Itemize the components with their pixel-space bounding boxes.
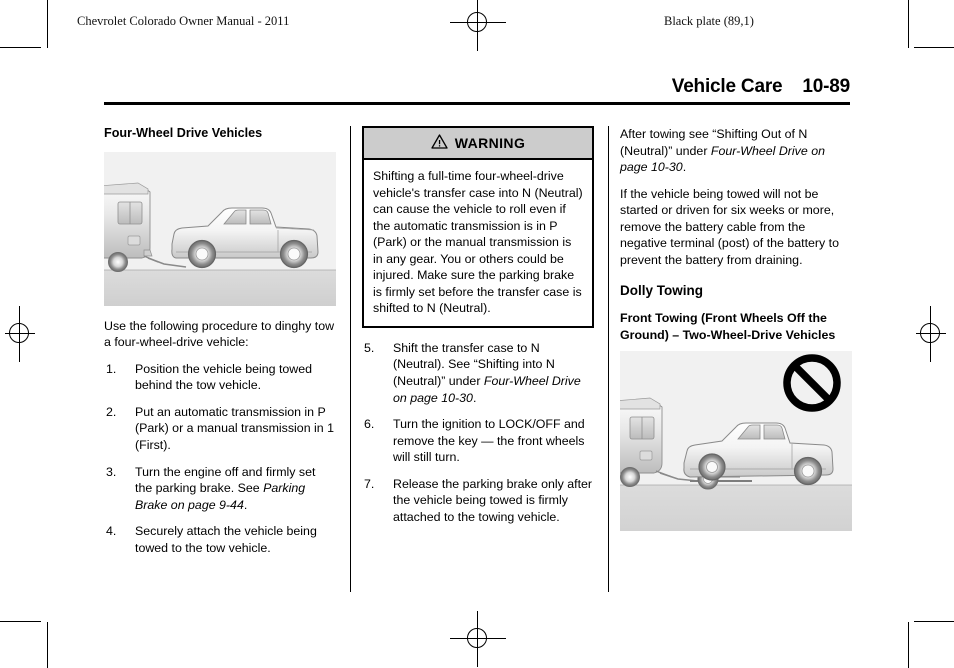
column-right [620,126,852,592]
step-text: Release the parking brake only after the vehicle being towed is firmly attached to the towing vehicle. [393,476,593,524]
paragraph-text-reference: Four-Wheel Drive on page 10-30 [620,143,825,175]
left-intro-paragraph: Use the following procedure to dinghy tow a four-wheel-drive vehicle: [104,318,335,350]
step-text: Position the vehicle being towed behind the tow vehicle. [135,361,313,393]
right-paragraph-battery: If the vehicle being towed will not be started or driven for six weeks or more, remove the battery cable from the negative terminal (post) of the battery to prevent the battery from draining. [620,186,840,267]
page-header-number: 10-89 [802,76,850,97]
crop-mark-bottom-right-vertical [908,622,909,668]
step-number: 7. [364,476,375,491]
page-columns [104,126,852,592]
column-left [104,126,336,592]
step-text-before: Shift the transfer case to N (Neutral). See “Shifting into N (Neutral)” under [393,340,555,389]
step-text-after: . [243,497,248,512]
warning-box-header [364,128,592,160]
dinghy-tow-steps-1-4 [104,361,336,556]
paragraph-text-after: . [682,160,687,175]
step-text: Turn the ignition to LOCK/OFF and remove the key — the front wheels will still turn. [393,417,585,465]
step-number: 6. [364,417,375,432]
step-number: 5. [364,340,375,355]
list-item [104,404,336,454]
page-header [104,76,850,98]
manual-title-text: Chevrolet Colorado Owner Manual - 2011 [77,14,290,28]
column-middle [362,126,594,592]
warning-title: WARNING [454,135,526,151]
motorhome-towing-pickup-illustration [104,152,336,306]
registration-mark-right-center [903,306,954,362]
dinghy-tow-steps-5-7 [362,340,594,525]
step-text-before: Turn the engine off and firmly set the parking brake. See [135,464,316,496]
list-item [362,416,594,466]
warning-triangle-icon [431,134,448,152]
column-divider-1 [350,126,351,592]
black-plate-text: Black plate (89,1) [664,14,754,28]
crop-mark-top-right-vertical [908,0,909,48]
warning-body-text: Shifting a full-time four-wheel-drive vehicle's transfer case into N (Neutral) can cause the vehicle to roll even if the automatic transmission is in P (Park) or the manual transmission is in any gear. You or others could be injured. Make sure the parking brake is firmly set before the transfer case is shifted to N (Neutral). [373,169,583,316]
header-rule [104,102,850,105]
list-item [362,340,594,406]
registration-mark-bottom-center [450,611,506,667]
list-item [104,361,336,394]
step-text-reference: Four-Wheel Drive on page 10-30 [393,374,581,405]
page-header-section: Vehicle Care [671,76,783,97]
step-text: Put an automatic transmission in P (Park) or a manual transmission in 1 (First). [135,404,335,453]
registration-mark-left-center [0,306,48,362]
crop-mark-top-right-horizontal [914,47,954,48]
crop-mark-bottom-right-horizontal [914,621,954,622]
paragraph-text-before: After towing see “Shifting Out of N (Neutral)” under [620,127,808,158]
crop-mark-top-left-horizontal [0,47,41,48]
section-heading-dolly-towing: Dolly Towing [620,283,703,299]
registration-mark-top-center [450,0,506,51]
crop-mark-bottom-left-vertical [47,622,48,668]
step-text-after: . [472,390,477,405]
dolly-towing-prohibited-illustration [620,351,852,531]
step-number: 1. [106,361,117,376]
warning-box [362,126,594,328]
crop-mark-top-left-vertical [47,0,48,48]
column-divider-2 [608,126,609,592]
right-paragraph-after-towing [620,126,852,176]
list-item [362,476,594,526]
list-item [104,464,336,514]
section-heading-four-wheel-drive: Four-Wheel Drive Vehicles [104,126,263,140]
step-number: 4. [106,524,117,539]
crop-mark-bottom-left-horizontal [0,621,41,622]
step-text-reference: Parking Brake on page 9-44 [135,481,306,512]
step-text: Securely attach the vehicle being towed to the tow vehicle. [135,524,317,555]
subheading-front-towing: Front Towing (Front Wheels Off the Ground) – Two-Wheel-Drive Vehicles [620,310,836,342]
step-number: 2. [106,404,117,419]
step-number: 3. [106,464,117,479]
list-item [104,523,336,556]
